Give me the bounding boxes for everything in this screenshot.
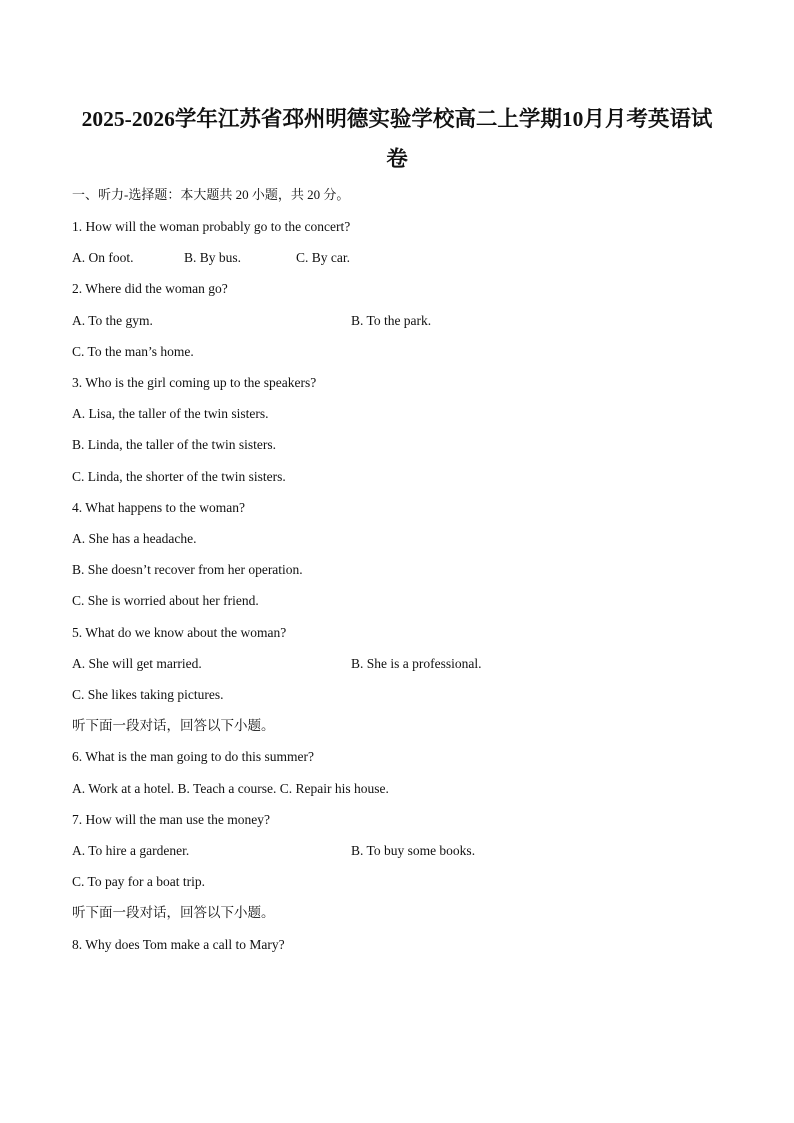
dialogue-instruction: 听下面一段对话，回答以下小题。	[72, 905, 275, 920]
question-1-option-a: A. On foot.	[72, 250, 134, 265]
question-2-option-a: A. To the gym.	[72, 313, 153, 328]
question-3-option-a: A. Lisa, the taller of the twin sisters.	[72, 406, 269, 421]
question-7-option-a: A. To hire a gardener.	[72, 843, 190, 858]
exam-title	[60, 99, 734, 179]
question-5-option-c: C. She likes taking pictures.	[72, 687, 224, 702]
question-3-option-b: B. Linda, the taller of the twin sisters.	[72, 437, 276, 452]
question-7-stem: 7. How will the man use the money?	[72, 812, 270, 827]
question-2-option-b: B. To the park.	[351, 313, 432, 328]
exam-title-line2: 卷	[386, 147, 408, 171]
question-7-option-c: C. To pay for a boat trip.	[72, 874, 206, 889]
question-5-option-b: B. She is a professional.	[351, 656, 482, 671]
question-2-option-c: C. To the man’s home.	[72, 344, 194, 359]
question-4-option-c: C. She is worried about her friend.	[72, 593, 259, 608]
question-3-option-c: C. Linda, the shorter of the twin sisters.	[72, 469, 286, 484]
question-4-option-b: B. She doesn’t recover from her operation.	[72, 562, 303, 577]
section-header: 一、听力-选择题：本大题共 20 小题，共 20 分。	[72, 187, 350, 202]
question-1-option-c: C. By car.	[296, 250, 350, 265]
question-2-stem: 2. Where did the woman go?	[72, 281, 228, 296]
question-6-stem: 6. What is the man going to do this summer?	[72, 749, 314, 764]
question-7-option-b: B. To buy some books.	[351, 843, 476, 858]
question-6-options: A. Work at a hotel. B. Teach a course. C. Repair his house.	[72, 781, 389, 796]
question-8-stem: 8. Why does Tom make a call to Mary?	[72, 937, 285, 952]
question-5-stem: 5. What do we know about the woman?	[72, 625, 287, 640]
question-3-stem: 3. Who is the girl coming up to the speakers?	[72, 375, 317, 390]
question-4-option-a: A. She has a headache.	[72, 531, 197, 546]
question-1-stem: 1. How will the woman probably go to the concert?	[72, 219, 351, 234]
dialogue-instruction: 听下面一段对话，回答以下小题。	[72, 718, 275, 733]
exam-title-line1: 2025-2026学年江苏省邳州明德实验学校高二上学期10月月考英语试	[81, 107, 713, 131]
question-4-stem: 4. What happens to the woman?	[72, 500, 245, 515]
question-1-option-b: B. By bus.	[184, 250, 242, 265]
question-5-option-a: A. She will get married.	[72, 656, 202, 671]
